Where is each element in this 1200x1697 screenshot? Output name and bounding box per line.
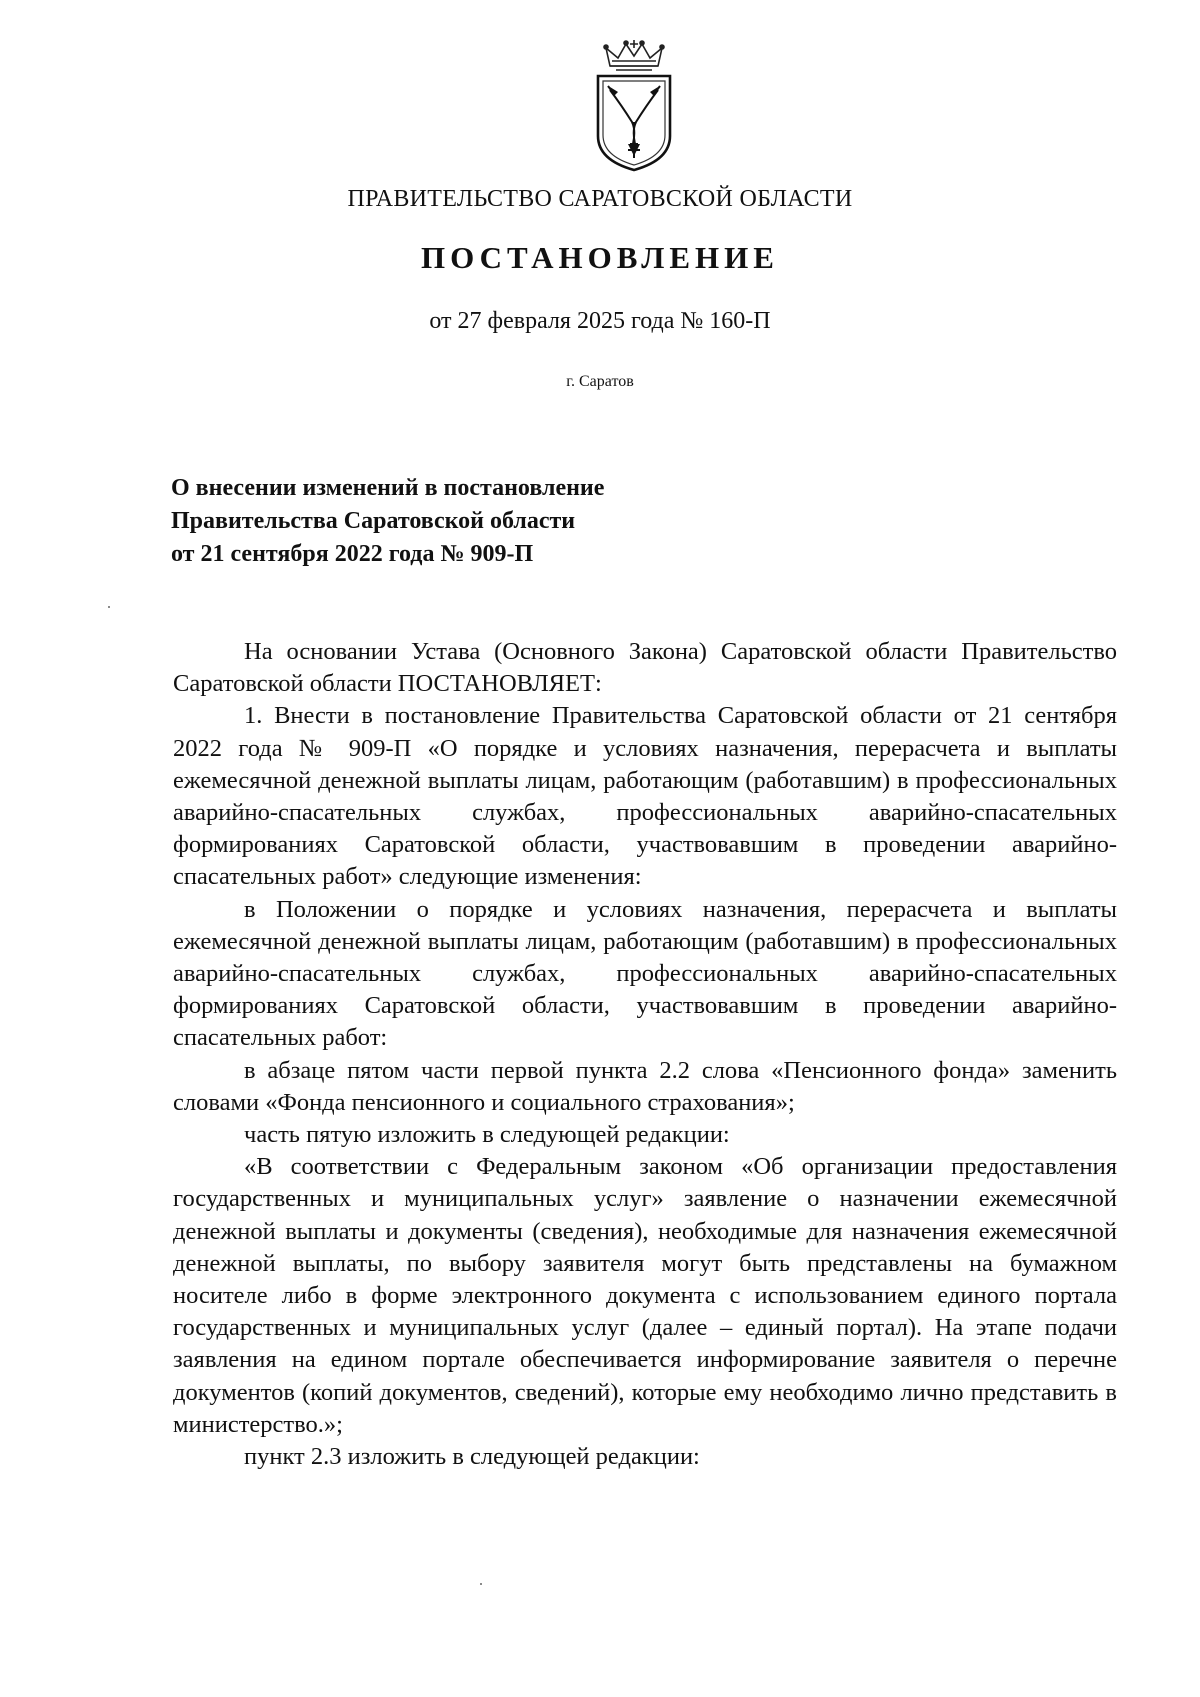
subject-line: О внесении изменений в постановление (171, 475, 605, 501)
document-date-number: от 27 февраля 2025 года № 160-П (429, 308, 771, 334)
organization-name: ПРАВИТЕЛЬСТВО САРАТОВСКОЙ ОБЛАСТИ (347, 186, 853, 212)
saratov-coat-of-arms-icon (592, 40, 676, 172)
subject-line: Правительства Саратовской области (171, 508, 576, 534)
body-paragraph: 1. Внести в постановление Правительства Саратовской области от 21 сентября 2022 года № 909-П «О порядке и условиях назначения, перерасчета и выплаты ежемесячной денежной выплаты лицам, работающим (работавшим) в профессиональных аварийно-спасательных службах, профессиональных аварийно-спасательных формированиях Саратовской области, участвовавшим в проведении аварийно-спасательных работ» следующие изменения: (173, 702, 1117, 891)
body-paragraph: в Положении о порядке и условиях назначения, перерасчета и выплаты ежемесячной денежной выплаты лицам, работающим (работавшим) в профессиональных аварийно-спасательных службах, профессиональных аварийно-спасательных формированиях Саратовской области, участвовавшим в проведении аварийно-спасательных работ: (173, 895, 1117, 1052)
body-paragraph: «В соответствии с Федеральным законом «Об организации предоставления государственных и муниципальных услуг» заявление о назначении ежемесячной денежной выплаты и документы (сведения), необходимые для назначения ежемесячной денежной выплаты, по выбору заявителя могут быть представлены на бумажном носителе либо в форме электронного документа с использованием единого портала государственных и муниципальных услуг (далее – единый портал). На этапе подачи заявления на едином портале обеспечивается информирование заявителя о перечне документов (копий документов, сведений), которые ему необходимо лично представить в министерство.»; (173, 1153, 1117, 1438)
scan-speck (480, 1583, 482, 1585)
scan-speck (108, 606, 110, 608)
body-paragraph: пункт 2.3 изложить в следующей редакции: (244, 1443, 700, 1471)
document-subject (171, 472, 771, 571)
document-city: г. Саратов (566, 373, 634, 390)
body-paragraph: часть пятую изложить в следующей редакции: (244, 1121, 730, 1149)
body-paragraph: в абзаце пятом части первой пункта 2.2 слова «Пенсионного фонда» заменить словами «Фонда пенсионного и социального страхования»; (173, 1056, 1117, 1116)
subject-line: от 21 сентября 2022 года № 909-П (171, 541, 534, 567)
document-body (173, 636, 1117, 1473)
document-type-title: ПОСТАНОВЛЕНИЕ (421, 240, 779, 275)
body-paragraph: На основании Устава (Основного Закона) Саратовской области Правительство Саратовской области ПОСТАНОВЛЯЕТ: (173, 638, 1117, 698)
